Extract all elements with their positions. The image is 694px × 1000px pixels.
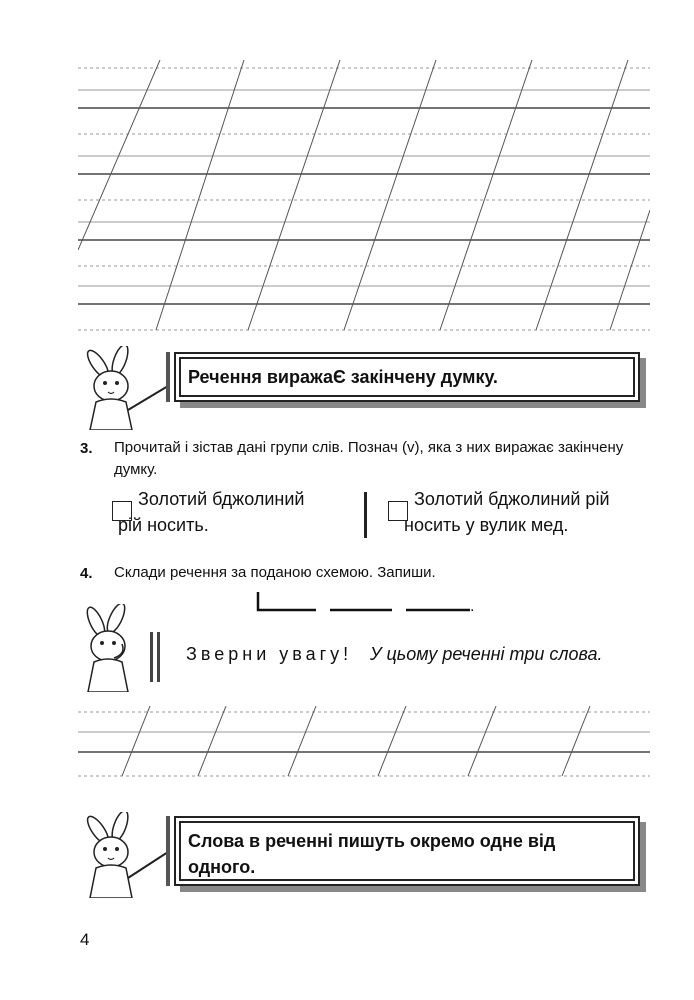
rabbit-teacher-icon	[76, 812, 176, 898]
option-a-line1: Золотий бджолиний	[138, 489, 305, 509]
rabbit-teacher-icon	[76, 346, 176, 430]
attention-text: У цьому реченні три слова.	[370, 644, 603, 664]
rule-text: Речення виражаЄ закінчену думку.	[188, 367, 498, 387]
page-number: 4	[80, 930, 90, 949]
scheme-period: .	[470, 598, 475, 615]
task-instruction: Склади речення за поданою схемою. Запиши.	[114, 564, 436, 581]
options-divider	[364, 492, 367, 538]
task-number: 4.	[80, 565, 93, 582]
attention-label: Зверни увагу!	[186, 644, 353, 664]
rabbit-thinking-icon	[76, 604, 148, 692]
option-b-line2: носить у вулик мед.	[404, 515, 569, 535]
rule-text: Слова в реченні пишуть окремо одне від одного.	[188, 831, 556, 877]
attention-bars	[150, 632, 160, 682]
writing-grid-bottom[interactable]	[78, 706, 650, 784]
attention-note	[150, 632, 650, 682]
sentence-scheme	[256, 590, 486, 619]
rule-box-complete-thought	[174, 352, 640, 402]
task-number: 3.	[80, 440, 93, 457]
option-a-line2: рій носить.	[118, 515, 209, 535]
writing-grid-top[interactable]	[78, 60, 650, 340]
option-b-line1: Золотий бджолиний рій	[414, 489, 610, 509]
task-instruction: Прочитай і зістав дані групи слів. Познач (v), яка з них виражає закінчену думку.	[114, 439, 624, 478]
rule-box-separate-words	[174, 816, 640, 886]
